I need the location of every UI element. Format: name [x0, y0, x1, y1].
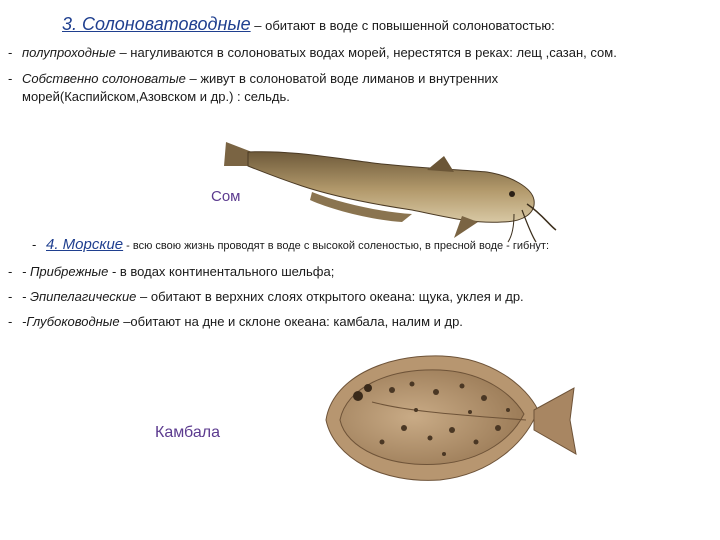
term: - Эпипелагические: [22, 289, 137, 304]
section4-heading: 4. Морские: [46, 236, 124, 253]
item-text: - в водах континентального шельфа;: [108, 264, 335, 279]
item-text: –обитают на дне и склоне океана: камбала, налим и др.: [119, 314, 463, 329]
list-item: - полупроходные – нагуливаются в солоноватых водах морей, нерестятся в реках: лещ ,сазан, сом.: [8, 45, 617, 60]
item-text: – живут в солоноватой воде лиманов и внутренних: [185, 71, 499, 86]
flounder-image: [312, 350, 582, 490]
list-item: - Собственно солоноватые – живут в солоноватой воде лиманов и внутренних: [8, 71, 499, 86]
list-item: - - Прибрежные - в водах континентального шельфа;: [8, 264, 335, 279]
term: - Прибрежные: [22, 264, 109, 279]
item-text: – нагуливаются в солоноватых водах морей, нерестятся в реках: лещ ,сазан, сом.: [115, 45, 617, 60]
term: полупроходные: [22, 45, 116, 60]
section3-heading: 3. Солоноватоводные: [62, 14, 251, 34]
section3-heading-tail: – обитают в воде с повышенной солоноватостью:: [250, 18, 555, 33]
catfish-image: [222, 130, 562, 250]
item-text: морей(Каспийском,Азовском и др.) : сельдь.: [22, 89, 290, 104]
section3-heading-line: [62, 14, 555, 35]
list-item-continuation: [22, 88, 290, 106]
item-text: – обитают в верхних слоях открытого океана: щука, уклея и др.: [136, 289, 524, 304]
term: -Глубоководные: [22, 314, 120, 329]
list-item: - -Глубоководные –обитают на дне и склоне океана: камбала, налим и др.: [8, 314, 463, 329]
flounder-caption: Камбала: [155, 424, 220, 441]
section4-heading-tail: - всю свою жизнь проводят в воде с высокой соленостью, в пресной воде - гибнут:: [123, 240, 550, 252]
list-item: - - Эпипелагические – обитают в верхних слоях открытого океана: щука, уклея и др.: [8, 289, 524, 304]
catfish-caption: Сом: [211, 188, 241, 205]
section4-heading-line: - 4. Морские - всю свою жизнь проводят в воде с высокой соленостью, в пресной воде - гибнут:: [32, 236, 550, 253]
term: Собственно солоноватые: [22, 71, 186, 86]
